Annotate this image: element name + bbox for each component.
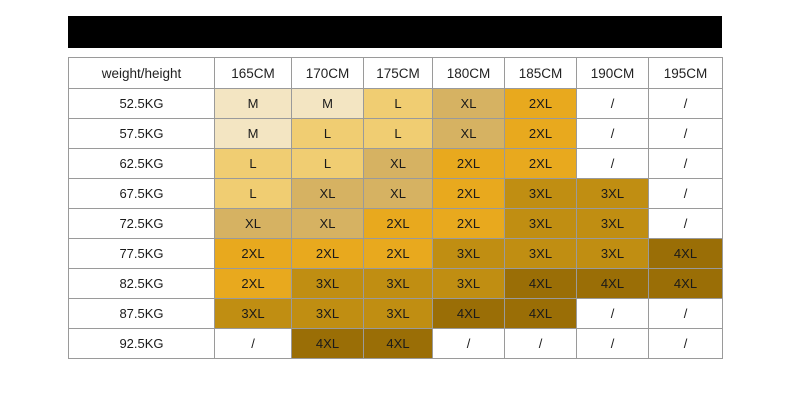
height-header: 190CM [577,58,649,89]
header-row [69,58,723,89]
size-cell: 2XL [215,269,292,299]
size-chart-table [68,57,723,359]
size-cell: M [215,119,292,149]
height-header: 185CM [505,58,577,89]
size-cell: / [649,209,723,239]
size-cell: 3XL [505,179,577,209]
table-row [69,269,723,299]
size-cell: / [649,119,723,149]
size-cell: L [215,179,292,209]
size-cell: 4XL [292,329,364,359]
header-black-bar [68,16,722,48]
size-cell: / [215,329,292,359]
table-row [69,179,723,209]
size-cell: XL [292,179,364,209]
size-cell: 4XL [364,329,433,359]
table-row [69,209,723,239]
height-header: 170CM [292,58,364,89]
weight-label: 92.5KG [69,329,215,359]
size-cell: / [649,89,723,119]
size-cell: / [433,329,505,359]
size-cell: / [649,149,723,179]
size-cell: 2XL [505,119,577,149]
weight-label: 77.5KG [69,239,215,269]
size-cell: XL [433,89,505,119]
size-cell: 4XL [649,269,723,299]
size-cell: 3XL [577,209,649,239]
size-cell: 2XL [505,149,577,179]
size-cell: L [215,149,292,179]
height-header: 165CM [215,58,292,89]
table-row [69,329,723,359]
corner-label: weight/height [69,58,215,89]
table-row [69,89,723,119]
size-cell: / [577,299,649,329]
size-cell: 2XL [215,239,292,269]
size-cell: 3XL [433,269,505,299]
weight-label: 57.5KG [69,119,215,149]
size-cell: / [577,89,649,119]
table-row [69,149,723,179]
size-cell: 3XL [215,299,292,329]
size-cell: 4XL [433,299,505,329]
size-cell: 3XL [577,239,649,269]
size-cell: / [577,149,649,179]
size-cell: / [577,119,649,149]
size-cell: L [292,119,364,149]
size-cell: 4XL [577,269,649,299]
table-row [69,239,723,269]
size-cell: / [505,329,577,359]
size-cell: 3XL [577,179,649,209]
weight-label: 82.5KG [69,269,215,299]
size-cell: 4XL [649,239,723,269]
weight-label: 67.5KG [69,179,215,209]
size-cell: M [292,89,364,119]
size-cell: 2XL [433,209,505,239]
size-cell: L [364,89,433,119]
size-cell: / [649,179,723,209]
size-cell: 3XL [292,299,364,329]
size-cell: 2XL [433,179,505,209]
size-cell: 3XL [364,269,433,299]
size-cell: 3XL [433,239,505,269]
size-cell: L [292,149,364,179]
weight-label: 72.5KG [69,209,215,239]
size-cell: 3XL [505,239,577,269]
table-row [69,119,723,149]
size-cell: 2XL [505,89,577,119]
size-cell: 3XL [364,299,433,329]
height-header: 180CM [433,58,505,89]
size-cell: L [364,119,433,149]
size-cell: / [649,299,723,329]
size-cell: 2XL [364,209,433,239]
height-header: 175CM [364,58,433,89]
size-cell: / [649,329,723,359]
weight-label: 87.5KG [69,299,215,329]
size-cell: 2XL [364,239,433,269]
size-cell: 2XL [433,149,505,179]
size-cell: 4XL [505,269,577,299]
size-cell: / [577,329,649,359]
size-cell: 2XL [292,239,364,269]
table-row [69,299,723,329]
size-cell: XL [364,179,433,209]
size-cell: XL [215,209,292,239]
size-cell: 4XL [505,299,577,329]
size-cell: XL [292,209,364,239]
size-cell: XL [364,149,433,179]
size-cell: XL [433,119,505,149]
height-header: 195CM [649,58,723,89]
size-cell: M [215,89,292,119]
weight-label: 52.5KG [69,89,215,119]
size-cell: 3XL [505,209,577,239]
size-cell: 3XL [292,269,364,299]
weight-label: 62.5KG [69,149,215,179]
